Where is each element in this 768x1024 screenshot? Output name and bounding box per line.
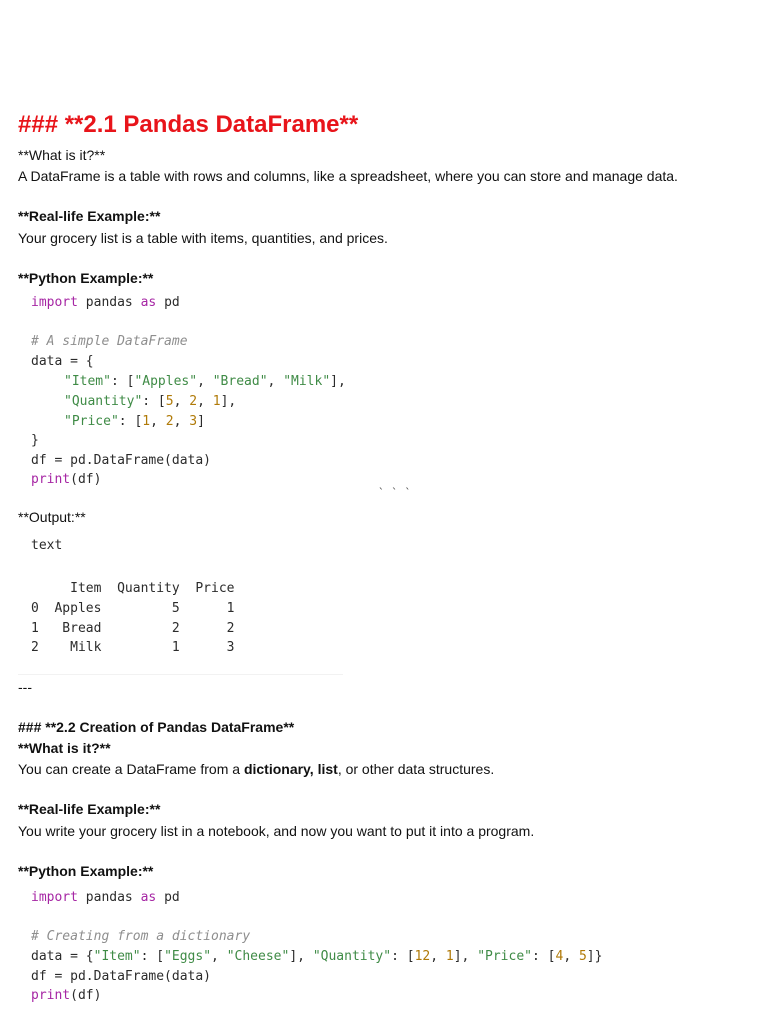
output-row: 2 Milk 1 3 [31, 640, 235, 655]
what-is-it-label: **What is it?** [18, 740, 111, 756]
code-line: df = pd.DataFrame(data) [31, 969, 212, 984]
code-comment: # Creating from a dictionary [31, 929, 251, 944]
what-is-it-label: **What is it?** [18, 147, 106, 163]
code-fence-marker: ` ` ` [378, 486, 412, 499]
output-row: 1 Bread 2 2 [31, 621, 235, 636]
output-row: Item Quantity Price [31, 581, 235, 596]
output-label: **Output:** [18, 509, 86, 525]
code-line: data = {"Item": ["Eggs", "Cheese"], "Quantity": [12, 1], "Price": [4, 5]} [31, 949, 603, 964]
real-life-text: You write your grocery list in a notebook, and now you want to put it into a program. [18, 823, 535, 839]
code-line: "Quantity": [5, 2, 1], [64, 394, 237, 409]
code-line: print(df) [31, 472, 102, 487]
code-line: import pandas as pd [31, 890, 180, 905]
real-life-text: Your grocery list is a table with items, quantities, and prices. [18, 230, 388, 246]
code-line: print(df) [31, 988, 102, 1003]
code-comment: # A simple DataFrame [31, 334, 188, 349]
code-line: } [31, 433, 39, 448]
python-example-label: **Python Example:** [18, 270, 154, 286]
real-life-label: **Real-life Example:** [18, 801, 161, 817]
code-line: import pandas as pd [31, 295, 180, 310]
output-language: text [31, 538, 63, 553]
section-heading-2-1: ### **2.1 Pandas DataFrame** [18, 111, 359, 138]
code-line: df = pd.DataFrame(data) [31, 453, 212, 468]
output-row: 0 Apples 5 1 [31, 601, 235, 616]
code-line: "Price": [1, 2, 3] [64, 414, 205, 429]
python-example-label: **Python Example:** [18, 863, 154, 879]
section-heading-2-2: ### **2.2 Creation of Pandas DataFrame** [18, 719, 295, 735]
what-is-it-text: A DataFrame is a table with rows and columns, like a spreadsheet, where you can store and manage data. [18, 168, 678, 184]
what-is-it-text: You can create a DataFrame from a dictionary, list, or other data structures. [18, 761, 495, 777]
section-divider: --- [18, 679, 32, 695]
output-block-border [18, 674, 343, 675]
code-line: data = { [31, 354, 94, 369]
code-line: "Item": ["Apples", "Bread", "Milk"], [64, 374, 346, 389]
real-life-label: **Real-life Example:** [18, 208, 161, 224]
